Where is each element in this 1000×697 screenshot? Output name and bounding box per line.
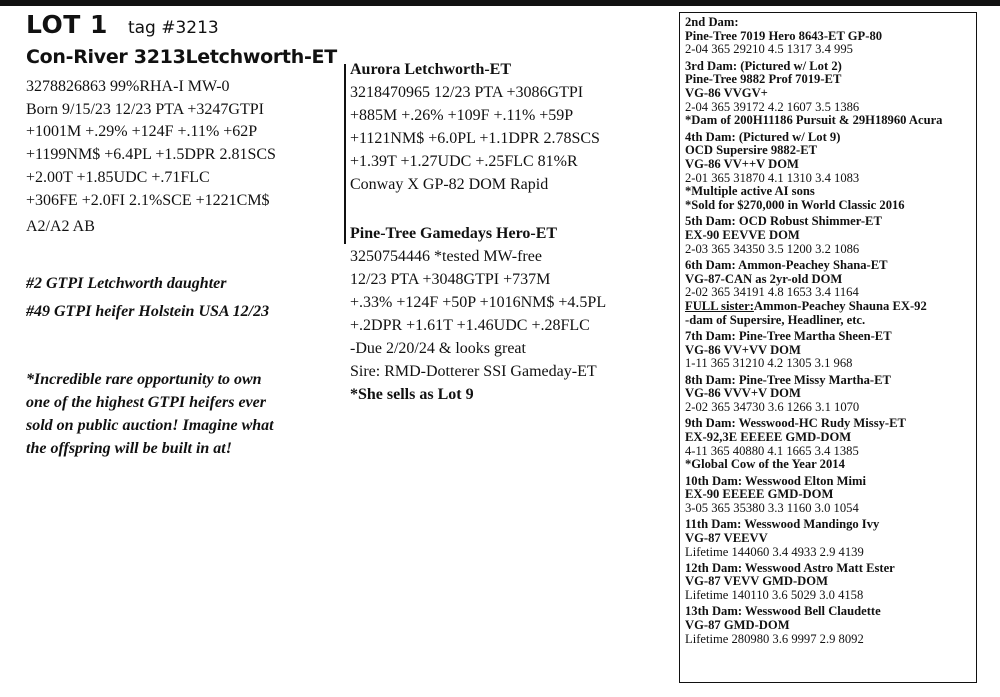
animal-name: Con-River 3213Letchworth-ET	[26, 46, 337, 68]
pedigree-line: Lifetime 140110 3.6 5029 3.0 4158	[685, 588, 864, 603]
detail-line: +1001M +.29% +124F +.11% +62P	[26, 123, 258, 141]
detail-line: +1199NM$ +6.4PL +1.5DPR 2.81SCS	[26, 146, 276, 164]
dam-line: 12/23 PTA +3048GTPI +737M	[350, 271, 551, 288]
pedigree-box	[679, 12, 977, 683]
remark-line: one of the highest GTPI heifers ever	[26, 394, 266, 411]
pedigree-line: VG-87 VEEVV	[685, 530, 768, 545]
pedigree-entry	[685, 562, 942, 603]
detail-line: +306FE +2.0FI 2.1%SCE +1221CM$	[26, 191, 270, 209]
pedigree-line: 2-02 365 34730 3.6 1266 3.1 1070	[685, 399, 860, 414]
pedigree-line: Pine-Tree 7019 Hero 8643-ET GP-80	[685, 28, 883, 43]
pedigree-line: 2-04 365 29210 4.5 1317 3.4 995	[685, 42, 853, 57]
pedigree-entry	[685, 330, 942, 371]
pedigree-entry	[685, 16, 942, 57]
dam-line: +.33% +124F +50P +1016NM$ +4.5PL	[350, 294, 607, 311]
dam-line: -Due 2/20/24 & looks great	[350, 340, 526, 357]
pedigree-list	[685, 16, 942, 649]
pedigree-line: Lifetime 144060 3.4 4933 2.9 4139	[685, 544, 864, 559]
pedigree-entry	[685, 475, 942, 516]
dam-line: +.2DPR +1.61T +1.46UDC +.28FLC	[350, 317, 590, 334]
dam-line: Sire: RMD-Dotterer SSI Gameday-ET	[350, 363, 597, 380]
sire-name: Aurora Letchworth-ET	[350, 61, 512, 78]
lot-header	[26, 10, 219, 39]
pedigree-line: VG-87 GMD-DOM	[685, 618, 790, 633]
pedigree-line: 6th Dam: Ammon-Peachey Shana-ET	[685, 257, 888, 272]
remark-line: sold on public auction! Imagine what	[26, 417, 274, 434]
pedigree-line: 13th Dam: Wesswood Bell Claudette	[685, 604, 881, 619]
ranking-notes	[26, 270, 269, 326]
pedigree-line: -dam of Supersire, Headliner, etc.	[685, 312, 866, 327]
pedigree-line: VG-86 VV+VV DOM	[685, 342, 801, 357]
pedigree-line: 4th Dam: (Pictured w/ Lot 9)	[685, 129, 841, 144]
pedigree-line: *Global Cow of the Year 2014	[685, 457, 845, 472]
detail-line: 3278826863 99%RHA-I MW-0	[26, 78, 230, 95]
pedigree-line: OCD Supersire 9882-ET	[685, 143, 818, 158]
pedigree-line: 9th Dam: Wesswood-HC Rudy Missy-ET	[685, 416, 906, 431]
pedigree-line: 12th Dam: Wesswood Astro Matt Ester	[685, 560, 895, 575]
pedigree-entry	[685, 259, 942, 328]
pedigree-line: VG-86 VVV+V DOM	[685, 386, 801, 401]
pedigree-line: 11th Dam: Wesswood Mandingo Ivy	[685, 517, 880, 532]
ranking-note: #49 GTPI heifer Holstein USA 12/23	[26, 303, 270, 320]
pedigree-line: *Dam of 200H11186 Pursuit & 29H18960 Acura	[685, 113, 943, 128]
detail-line: +2.00T +1.85UDC +.71FLC	[26, 168, 210, 186]
pedigree-line: VG-87 VEVV GMD-DOM	[685, 574, 828, 589]
pedigree-line: *Multiple active AI sons	[685, 184, 815, 199]
pedigree-entry	[685, 131, 942, 213]
pedigree-line: 5th Dam: OCD Robust Shimmer-ET	[685, 214, 882, 229]
pedigree-line: 3-05 365 35380 3.3 1160 3.0 1054	[685, 500, 859, 515]
pedigree-line-text: Ammon-Peachey Shauna EX-92	[753, 299, 927, 314]
top-border-bar	[0, 0, 1000, 6]
pedigree-entry	[685, 215, 942, 256]
pedigree-line: EX-90 EEVVE DOM	[685, 228, 800, 243]
pedigree-line: 2nd Dam:	[685, 15, 739, 29]
remark-line: *Incredible rare opportunity to own	[26, 371, 262, 388]
pedigree-line: *Sold for $270,000 in World Classic 2016	[685, 198, 905, 213]
pedigree-line: 10th Dam: Wesswood Elton Mimi	[685, 473, 866, 488]
pedigree-entry	[685, 374, 942, 415]
pedigree-entry	[685, 518, 942, 559]
pedigree-entry	[685, 60, 942, 129]
pedigree-line: 2-04 365 39172 4.2 1607 3.5 1386	[685, 99, 860, 114]
pedigree-line: 1-11 365 31210 4.2 1305 3.1 968	[685, 356, 853, 371]
dam-block	[350, 222, 606, 406]
lot-tag-number: tag #3213	[127, 18, 219, 38]
sale-remark	[26, 368, 346, 460]
dam-line: 3250754446 *tested MW-free	[350, 248, 542, 265]
sire-line: +1.39T +1.27UDC +.25FLC 81%R	[350, 153, 578, 170]
pedigree-bracket-line	[344, 64, 346, 244]
dam-sells-note: *She sells as Lot 9	[350, 386, 474, 403]
sire-block	[350, 58, 600, 196]
pedigree-underlined-label: FULL sister:	[685, 299, 754, 314]
pedigree-line: 8th Dam: Pine-Tree Missy Martha-ET	[685, 372, 891, 387]
animal-details	[26, 76, 276, 239]
detail-line: Born 9/15/23 12/23 PTA +3247GTPI	[26, 100, 264, 118]
pedigree-line: Lifetime 280980 3.6 9997 2.9 8092	[685, 631, 864, 646]
lot-title: LOT 1	[26, 10, 108, 39]
pedigree-line: 4-11 365 40880 4.1 1665 3.4 1385	[685, 443, 859, 458]
remark-line: the offspring will be built in at!	[26, 440, 232, 457]
sire-line: 3218470965 12/23 PTA +3086GTPI	[350, 84, 584, 101]
pedigree-entry	[685, 605, 942, 646]
pedigree-line: 7th Dam: Pine-Tree Martha Sheen-ET	[685, 328, 892, 343]
sire-line: +885M +.26% +109F +.11% +59P	[350, 107, 574, 124]
pedigree-entry	[685, 417, 942, 472]
ranking-note: #2 GTPI Letchworth daughter	[26, 275, 227, 292]
pedigree-line	[685, 300, 942, 314]
pedigree-line: 2-01 365 31870 4.1 1310 3.4 1083	[685, 170, 860, 185]
pedigree-line: EX-92,3E EEEEE GMD-DOM	[685, 429, 852, 444]
pedigree-line: Pine-Tree 9882 Prof 7019-ET	[685, 72, 842, 87]
pedigree-line: VG-87-CAN as 2yr-old DOM	[685, 271, 843, 286]
pedigree-line: VG-86 VV++V DOM	[685, 157, 799, 172]
pedigree-line: EX-90 EEEEE GMD-DOM	[685, 487, 834, 502]
pedigree-line: 2-02 365 34191 4.8 1653 3.4 1164	[685, 285, 859, 300]
detail-line: A2/A2 AB	[26, 218, 95, 236]
sire-line: +1121NM$ +6.0PL +1.1DPR 2.78SCS	[350, 130, 600, 147]
dam-name: Pine-Tree Gamedays Hero-ET	[350, 225, 558, 242]
pedigree-line: 3rd Dam: (Pictured w/ Lot 2)	[685, 58, 842, 73]
sire-line: Conway X GP-82 DOM Rapid	[350, 176, 549, 193]
pedigree-line: 2-03 365 34350 3.5 1200 3.2 1086	[685, 241, 860, 256]
pedigree-line: VG-86 VVGV+	[685, 86, 768, 101]
